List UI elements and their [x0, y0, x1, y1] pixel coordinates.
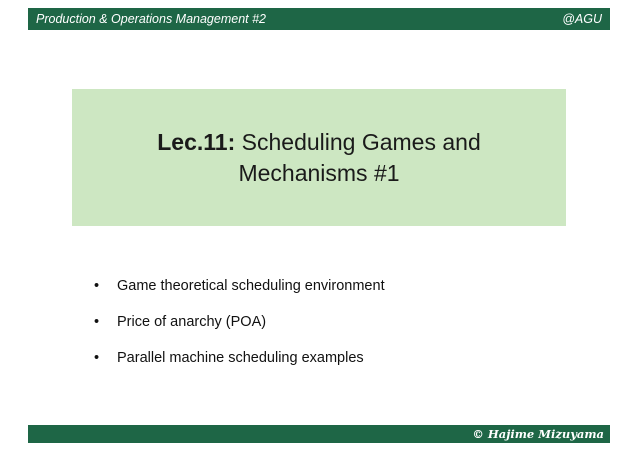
list-item	[94, 278, 385, 314]
title-box	[72, 89, 566, 226]
bullet-text: Parallel machine scheduling examples	[117, 350, 364, 366]
list-item	[94, 314, 385, 350]
bullet-text: Game theoretical scheduling environment	[117, 278, 385, 294]
institution-tag: @AGU	[562, 12, 602, 26]
footer-bar	[28, 425, 610, 443]
list-item	[94, 350, 385, 386]
lecture-number: Lec.11:	[157, 128, 236, 155]
title-text-part1: Scheduling Games and	[235, 128, 481, 155]
bullet-list	[94, 278, 385, 386]
bullet-icon: •	[94, 278, 100, 294]
header-bar	[28, 8, 610, 30]
bullet-icon: •	[94, 350, 100, 366]
course-title: Production & Operations Management #2	[36, 12, 266, 26]
slide-title-line2: Mechanisms #1	[238, 159, 400, 186]
copyright-text: © Hajime Mizuyama	[472, 427, 604, 441]
slide-title-line1	[157, 127, 481, 158]
bullet-icon: •	[94, 314, 100, 330]
bullet-text: Price of anarchy (POA)	[117, 314, 267, 330]
